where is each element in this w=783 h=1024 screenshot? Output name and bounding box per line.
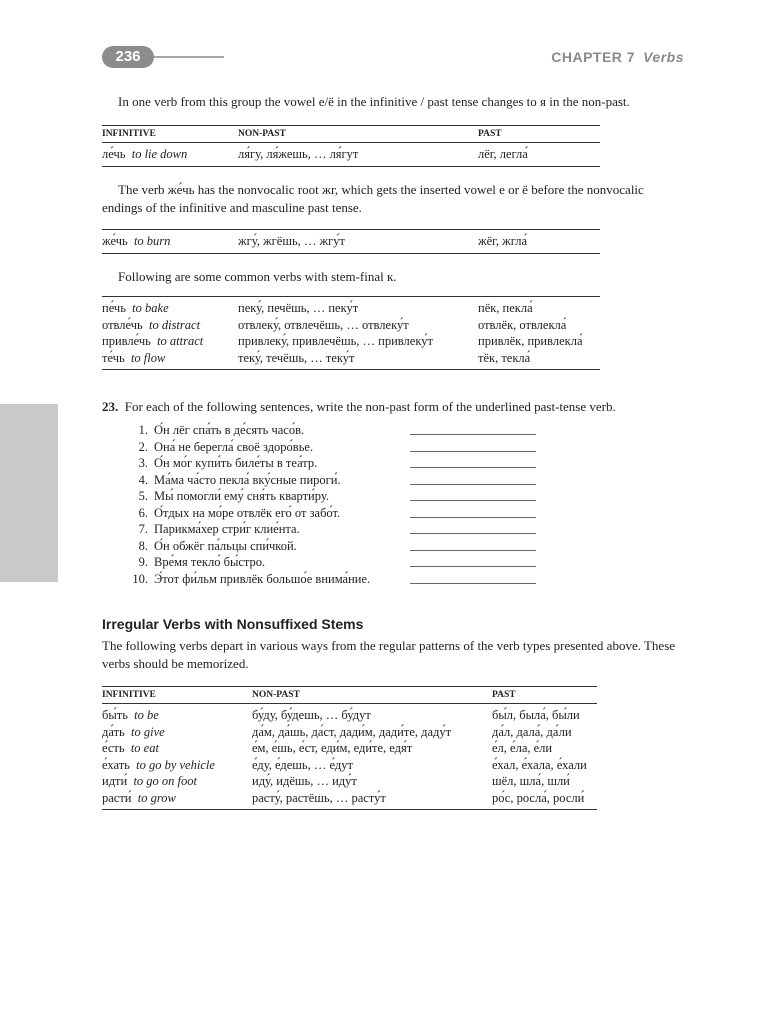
header-nonpast: NON-PAST (238, 129, 286, 139)
exercise-sentence: О́н мо́г купи́ть биле́ты в теа́тр. (154, 456, 318, 470)
nonpast-cell: е́м, е́шь, е́ст, еди́м, еди́те, едя́т (252, 741, 413, 755)
chapter-title: Verbs (643, 49, 684, 65)
answer-blank[interactable] (410, 451, 536, 468)
nonpast-cell: теку́, течёшь, … теку́т (238, 350, 355, 365)
answer-blank[interactable] (410, 501, 536, 518)
past-cell: пёк, пекла́ (478, 301, 533, 315)
nonpast-cell: ля́гу, ля́жешь, … ля́гут (238, 147, 359, 161)
past-cell: лёг, легла́ (478, 147, 528, 161)
table-header (102, 126, 600, 143)
exercise-sentence: Мы́ помогли́ ему́ сня́ть кварти́ру. (154, 489, 329, 503)
infinitive-cell: е́сть to eat (102, 741, 159, 755)
infinitive-cell: бы́ть to be (102, 708, 159, 722)
answer-blank[interactable] (410, 550, 536, 567)
header-infinitive: INFINITIVE (102, 690, 156, 700)
exercise-sentence: Ма́ма ча́сто пекла́ вку́сные пироги́. (154, 472, 341, 487)
infinitive-cell: ле́чь to lie down (102, 147, 188, 161)
table-verb-lie (102, 125, 600, 167)
nonpast-cell: бу́ду, бу́дешь, … бу́дут (252, 708, 371, 722)
page-number: 236 (102, 46, 154, 68)
past-cell: да́л, дала́, да́ли (492, 724, 572, 739)
table-row (102, 724, 597, 741)
table-row (102, 333, 600, 350)
nonpast-cell: расту́, растёшь, … расту́т (252, 790, 386, 805)
exercise-sentence: Парикма́хер стри́г клие́нта. (154, 522, 300, 536)
header-infinitive: INFINITIVE (102, 129, 156, 139)
list-item: 5. Мы́ помогли́ ему́ сня́ть кварти́ру. (118, 488, 538, 505)
nonpast-cell: отвлеку́, отвлечёшь, … отвлеку́т (238, 317, 409, 332)
list-item: 7. Парикма́хер стри́г клие́нта. (118, 521, 538, 538)
table-row (102, 297, 600, 317)
nonpast-cell: иду́, идёшь, … иду́т (252, 774, 357, 788)
chapter-header (551, 49, 684, 65)
table-row (102, 317, 600, 334)
list-item: 4. Ма́ма ча́сто пекла́ вку́сные пироги́. (118, 472, 538, 489)
exercise-instruction: For each of the following sentences, write the non-past form of the underlined past-tense verb. (124, 399, 616, 414)
exercise-heading (102, 399, 616, 415)
table-row (102, 773, 597, 790)
list-item: 10. Э́тот фи́льм привлёк большо́е внима́ние. (118, 571, 538, 588)
infinitive-cell: идти́ to go on foot (102, 774, 197, 788)
table-irregular-verbs (102, 686, 597, 810)
past-cell: е́л, е́ла, е́ли (492, 741, 553, 755)
exercise-list (118, 422, 538, 587)
nonpast-cell: привлеку́, привлечёшь, … привлеку́т (238, 334, 433, 348)
past-cell: бы́л, была́, бы́ли (492, 708, 580, 722)
header-past: PAST (492, 690, 516, 700)
answer-blank[interactable] (410, 468, 536, 485)
infinitive-cell: пе́чь to bake (102, 301, 169, 315)
intro-paragraph-3: Following are some common verbs with stem-final к. (118, 269, 397, 284)
table-row (102, 757, 597, 774)
table-row (102, 740, 597, 757)
infinitive-cell: отвле́чь to distract (102, 317, 201, 332)
list-item: 2. Она́ не берегла́ своё здоро́вье. (118, 439, 538, 456)
infinitive-cell: те́чь to flow (102, 350, 166, 365)
past-cell: жёг, жгла́ (478, 234, 528, 248)
infinitive-cell: да́ть to give (102, 724, 165, 739)
past-cell: е́хал, е́хала, е́хали (492, 757, 587, 772)
table-stem-k (102, 296, 600, 370)
exercise-number: 23. (102, 399, 119, 414)
answer-blank[interactable] (410, 534, 536, 551)
infinitive-cell: е́хать to go by vehicle (102, 757, 215, 772)
table-header (102, 687, 597, 704)
answer-blank[interactable] (410, 484, 536, 501)
header-past: PAST (478, 129, 502, 139)
infinitive-cell: расти́ to grow (102, 790, 176, 805)
list-item: 8. О́н обжёг па́льцы спи́чкой. (118, 538, 538, 555)
list-item: 9. Вре́мя текло́ бы́стро. (118, 554, 538, 571)
section-paragraph: The following verbs depart in various ways from the regular patterns of the verb types presented above. These verbs should be memorized. (102, 638, 676, 671)
list-item: 1. О́н лёг спа́ть в де́сять часо́в. (118, 422, 538, 439)
past-cell: ро́с, росла́, росли́ (492, 790, 585, 805)
nonpast-cell: да́м, да́шь, да́ст, дади́м, дади́те, даду́т (252, 724, 452, 739)
past-cell: тёк, текла́ (478, 350, 531, 365)
table-row (102, 790, 597, 810)
answer-blank[interactable] (410, 567, 536, 584)
table-row (102, 350, 600, 370)
answer-blank[interactable] (410, 435, 536, 452)
exercise-sentence: О́н обжёг па́льцы спи́чкой. (154, 538, 297, 553)
exercise-sentence: Вре́мя текло́ бы́стро. (154, 555, 266, 569)
intro-paragraph-1: In one verb from this group the vowel е/ё in the infinitive / past tense changes to я in the non-past. (118, 94, 630, 109)
answer-blank[interactable] (410, 418, 536, 435)
section-title: Irregular Verbs with Nonsuffixed Stems (102, 616, 364, 632)
past-cell: шёл, шла́, шли́ (492, 774, 570, 788)
exercise-sentence: О́н лёг спа́ть в де́сять часо́в. (154, 423, 305, 437)
exercise-sentence: Она́ не берегла́ своё здоро́вье. (154, 439, 314, 454)
intro-paragraph-2: The verb же́чь has the nonvocalic root жг, which gets the inserted vowel е or ё before the nonvocalic endings of the infinitive and masculine past tense. (102, 182, 644, 215)
answer-blank[interactable] (410, 517, 536, 534)
table-row (102, 704, 597, 724)
list-item: 3. О́н мо́г купи́ть биле́ты в теа́тр. (118, 455, 538, 472)
past-cell: отвлёк, отвлекла́ (478, 317, 567, 332)
list-item: 6. О́тдых на мо́ре отвлёк его́ от забо́т. (118, 505, 538, 522)
infinitive-cell: привле́чь to attract (102, 334, 204, 348)
table-row (102, 230, 600, 253)
side-thumb-tab (0, 404, 58, 582)
exercise-sentence: О́тдых на мо́ре отвлёк его́ от забо́т. (154, 505, 341, 520)
past-cell: привлёк, привлекла́ (478, 334, 583, 348)
exercise-sentence: Э́тот фи́льм привлёк большо́е внима́ние. (154, 571, 371, 586)
chapter-label: CHAPTER 7 (551, 49, 636, 65)
table-verb-burn (102, 229, 600, 254)
nonpast-cell: е́ду, е́дешь, … е́дут (252, 757, 353, 772)
header-nonpast: NON-PAST (252, 690, 300, 700)
nonpast-cell: пеку́, печёшь, … пеку́т (238, 301, 359, 315)
header-rule (154, 56, 224, 58)
infinitive-cell: же́чь to burn (102, 234, 171, 248)
table-row (102, 143, 600, 166)
nonpast-cell: жгу́, жгёшь, … жгу́т (238, 234, 346, 248)
